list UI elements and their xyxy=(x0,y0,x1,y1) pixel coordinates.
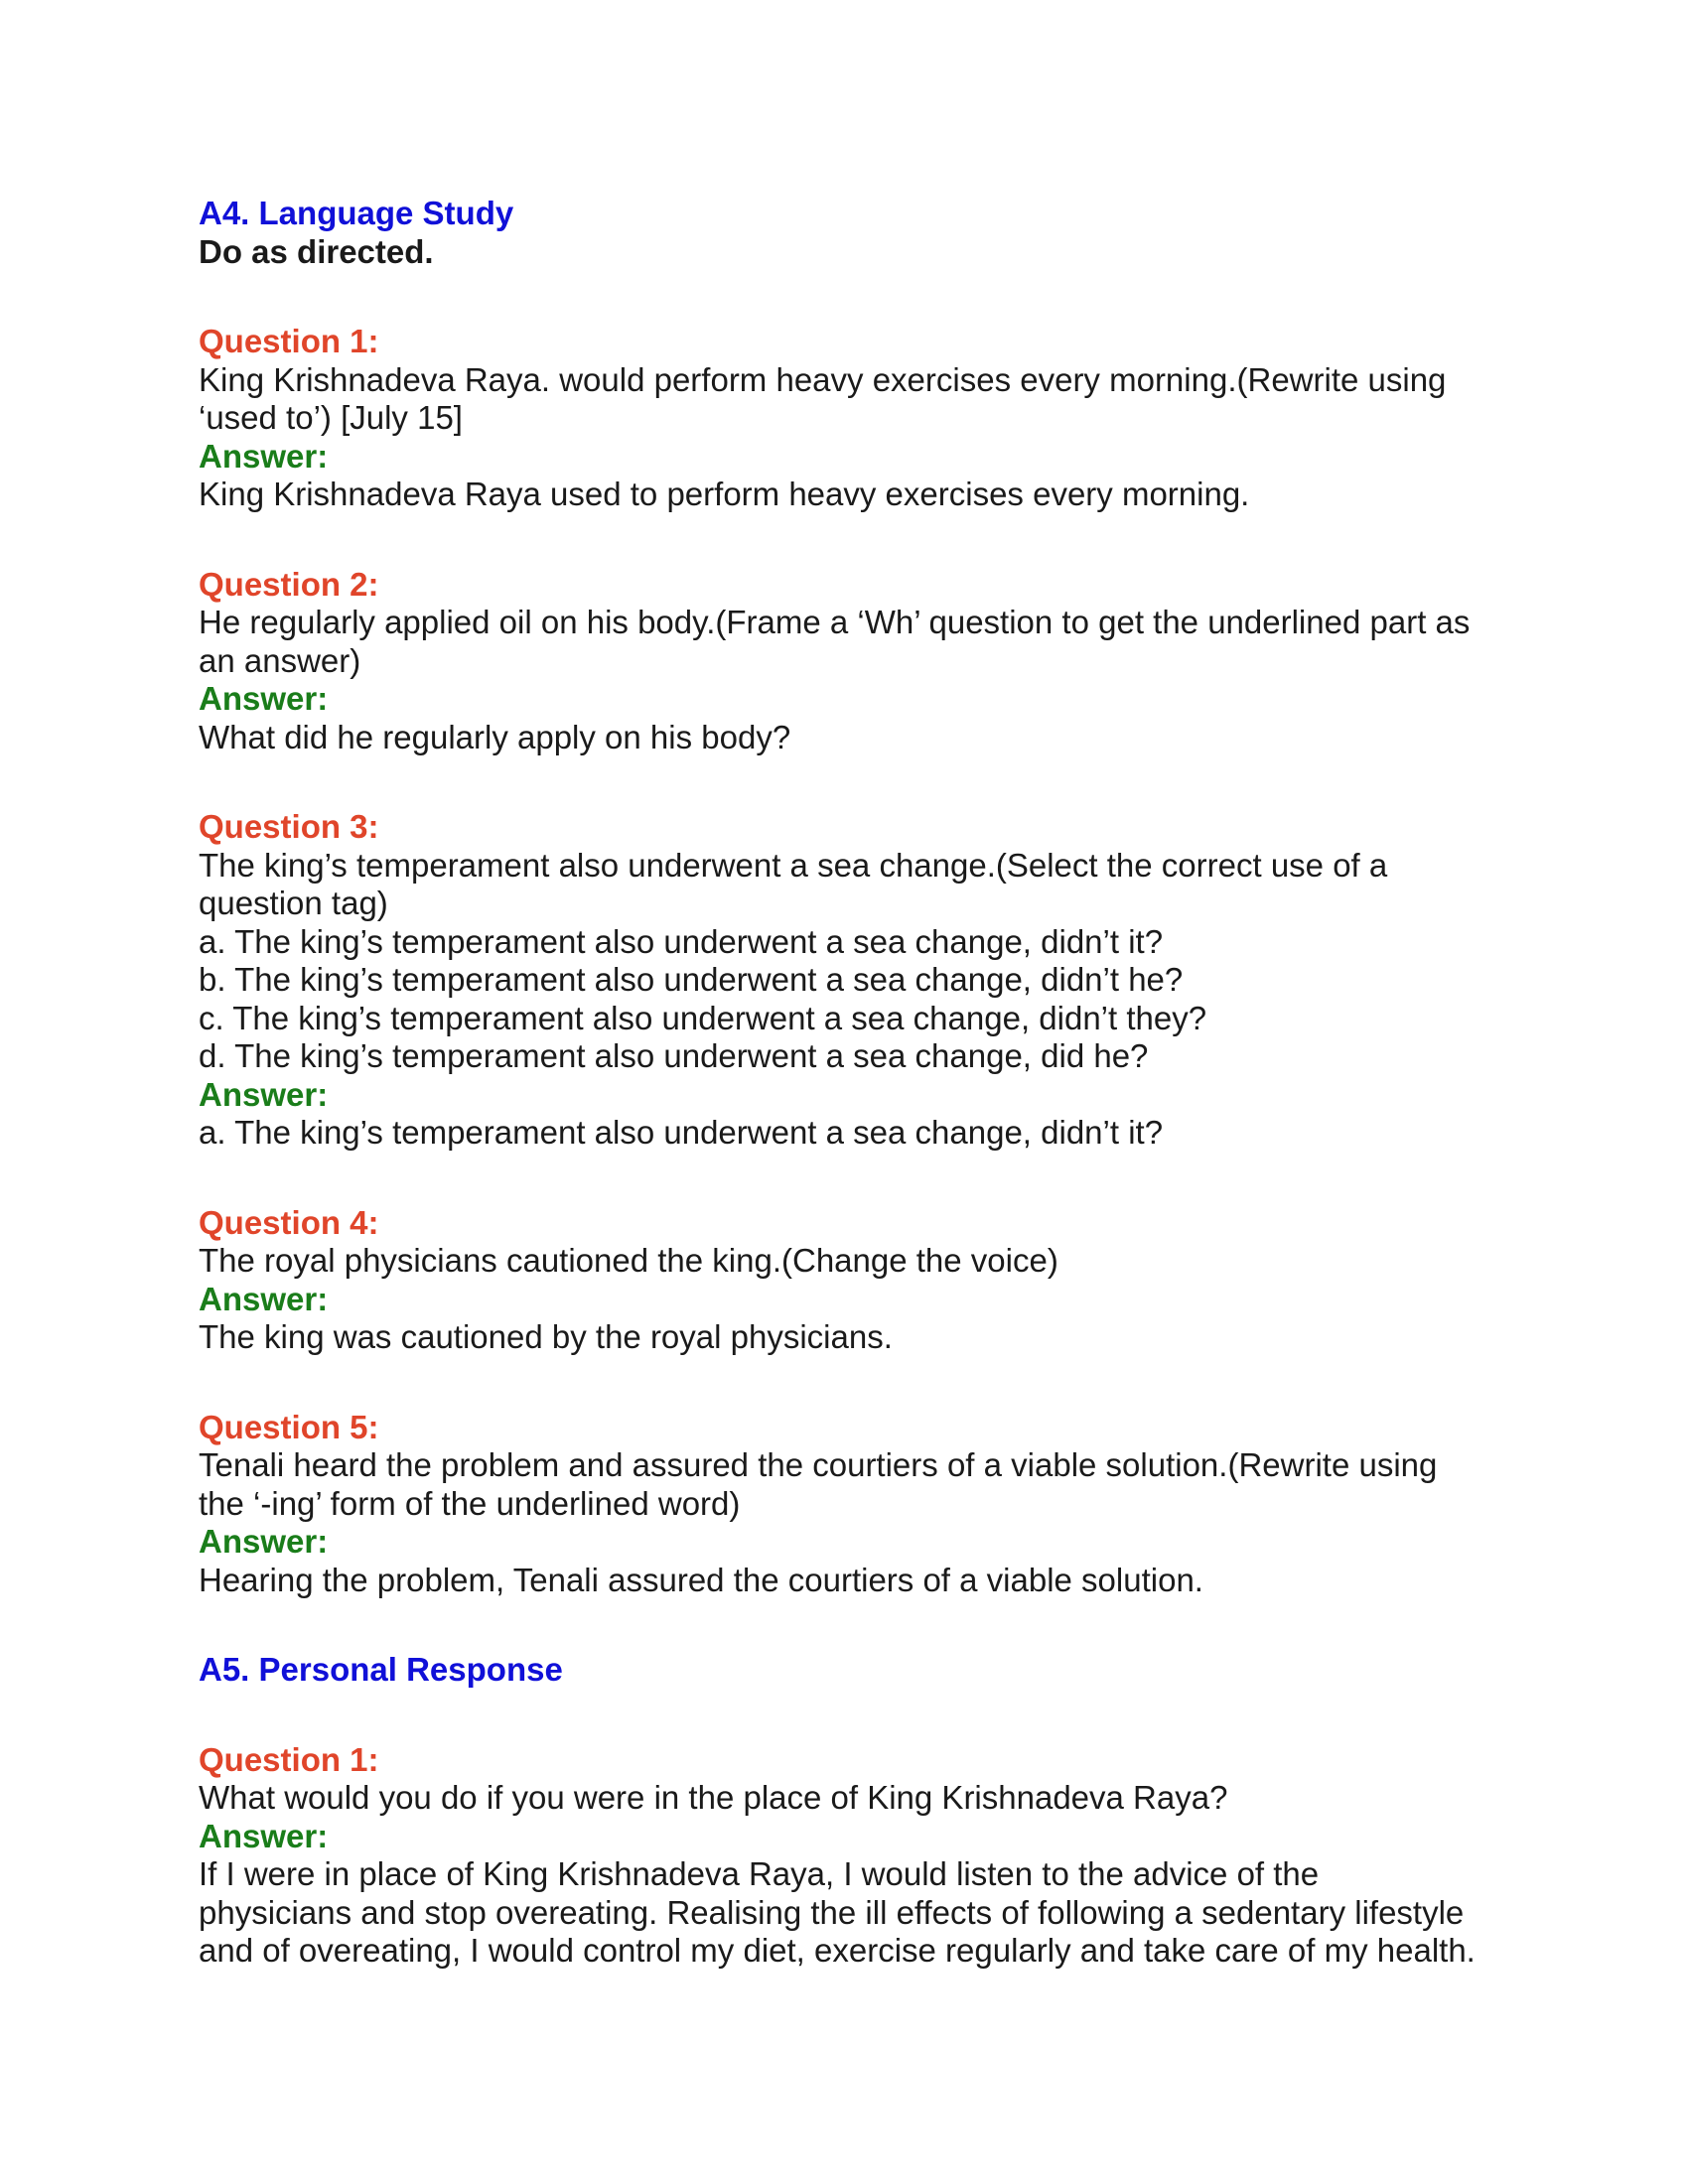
question-label: Question 3: xyxy=(199,808,379,845)
option-d: d. The king’s temperament also underwent a sea change, did he? xyxy=(199,1037,1149,1074)
question-text: ‘used to’) [July 15] xyxy=(199,399,463,436)
question-label: Question 1: xyxy=(199,323,379,359)
answer-text: physicians and stop overeating. Realising the ill effects of following a sedentary lifestyle xyxy=(199,1893,1465,1931)
answer-label: Answer: xyxy=(199,1817,329,1854)
question-label: Question 4: xyxy=(199,1203,379,1241)
option-c: c. The king’s temperament also underwent a sea change, didn’t they? xyxy=(199,999,1207,1036)
answer-text: If I were in place of King Krishnadeva Raya, I would listen to the advice of the xyxy=(199,1855,1320,1892)
question-label: Question 5: xyxy=(199,1408,379,1445)
question-text: The king’s temperament also underwent a sea change.(Select the correct use of a xyxy=(199,846,1388,884)
question-text: The royal physicians cautioned the king.(Change the voice) xyxy=(199,1242,1058,1279)
answer-label: Answer: xyxy=(199,1075,329,1113)
question-label: Question 1: xyxy=(199,1740,379,1778)
question-label: Question 2: xyxy=(199,565,379,603)
answer-text: The king was cautioned by the royal physicians. xyxy=(199,1318,893,1355)
answer-text: King Krishnadeva Raya used to perform heavy exercises every morning. xyxy=(199,476,1250,512)
section-title-a5: A5. Personal Response xyxy=(199,1651,563,1688)
section-title-a4: A4. Language Study xyxy=(199,195,514,231)
document-content xyxy=(199,195,1509,1971)
question-text: the ‘-ing’ form of the underlined word) xyxy=(199,1484,741,1522)
question-text: King Krishnadeva Raya. would perform heavy exercises every morning.(Rewrite using xyxy=(199,360,1447,398)
option-a: a. The king’s temperament also underwent a sea change, didn’t it? xyxy=(199,922,1164,960)
option-b: b. The king’s temperament also underwent a sea change, didn’t he? xyxy=(199,961,1184,998)
question-text: question tag) xyxy=(199,885,388,921)
answer-label: Answer: xyxy=(199,1280,329,1317)
answer-label: Answer: xyxy=(199,1523,329,1560)
answer-text: What did he regularly apply on his body? xyxy=(199,718,791,755)
answer-label: Answer: xyxy=(199,437,329,475)
answer-text: and of overeating, I would control my diet, exercise regularly and take care of my health. xyxy=(199,1932,1476,1969)
section-instruction: Do as directed. xyxy=(199,232,434,270)
answer-text: Hearing the problem, Tenali assured the courtiers of a viable solution. xyxy=(199,1561,1203,1598)
question-text: Tenali heard the problem and assured the courtiers of a viable solution.(Rewrite using xyxy=(199,1446,1438,1483)
question-text: He regularly applied oil on his body.(Frame a ‘Wh’ question to get the underlined part as xyxy=(199,604,1471,640)
question-text: an answer) xyxy=(199,641,361,679)
question-text: What would you do if you were in the place of King Krishnadeva Raya? xyxy=(199,1779,1228,1816)
answer-text: a. The king’s temperament also underwent a sea change, didn’t it? xyxy=(199,1114,1164,1151)
answer-label: Answer: xyxy=(199,680,329,717)
